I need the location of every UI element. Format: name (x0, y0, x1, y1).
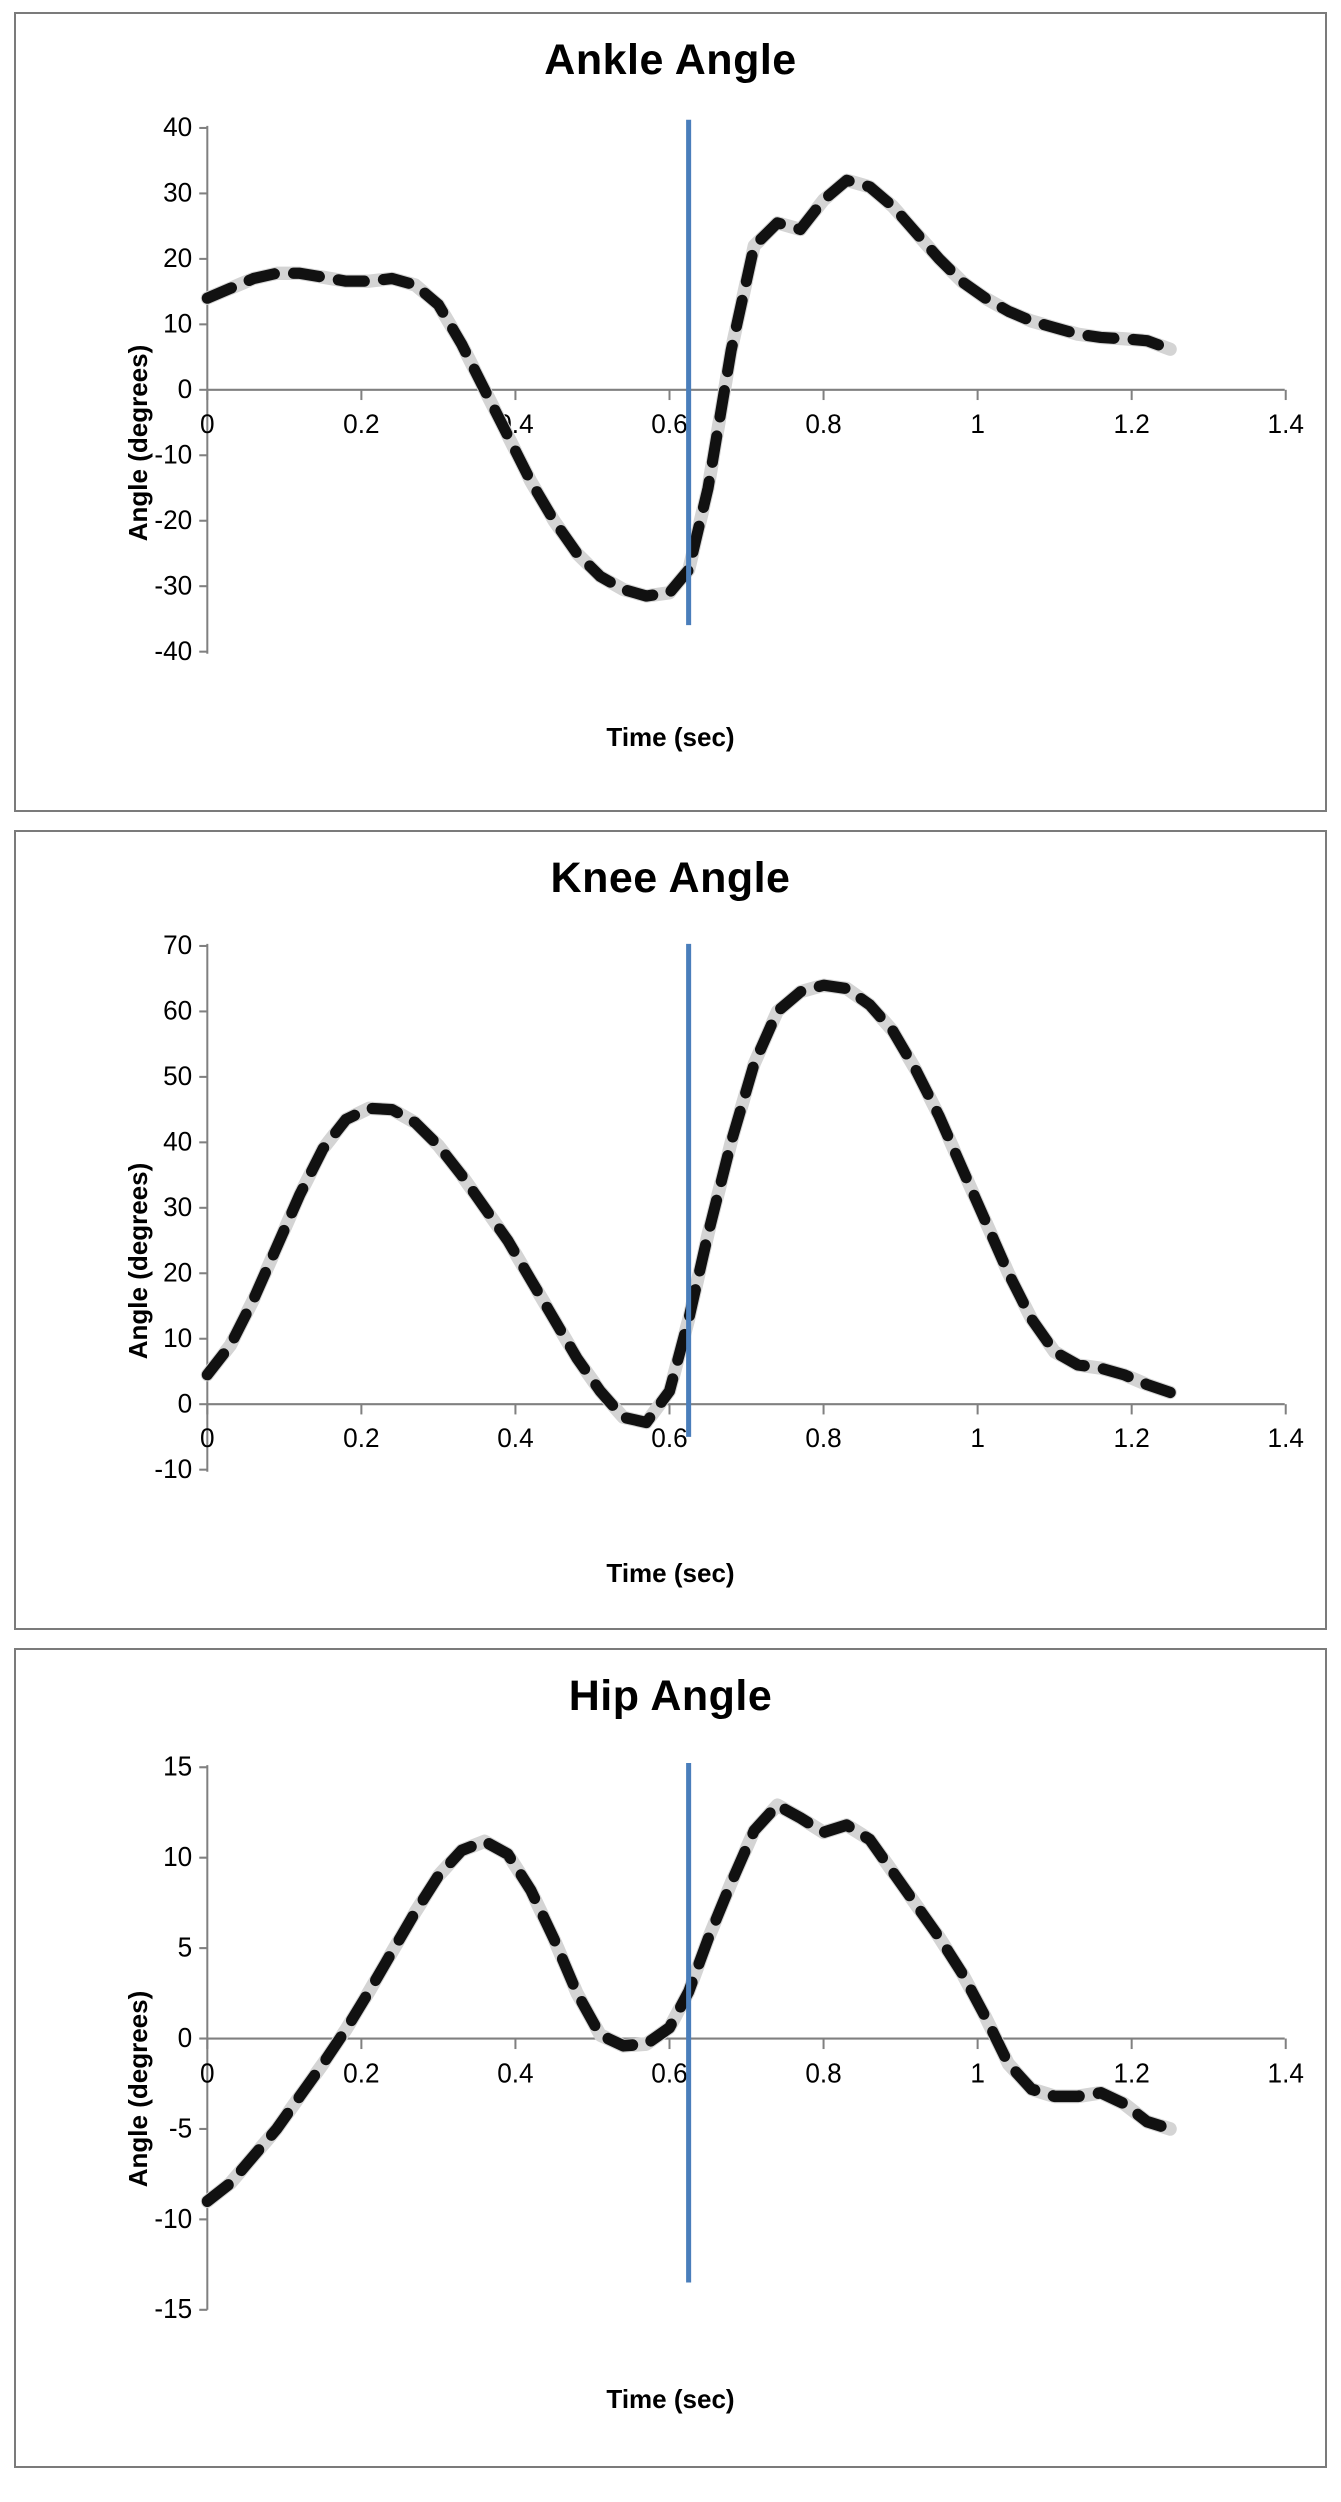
y-tick-label: 70 (163, 929, 193, 961)
y-tick-labels-knee (154, 930, 192, 1484)
x-tick-label: 0.6 (651, 408, 688, 439)
y-tick-label: 30 (163, 1191, 193, 1223)
x-tick-label: 1.4 (1267, 1422, 1304, 1454)
x-tick-label: 1.4 (1267, 2058, 1304, 2089)
y-tick-label: 60 (163, 995, 193, 1026)
y-tick-label: -40 (154, 635, 193, 666)
y-tick-label: 20 (163, 242, 193, 274)
y-tick-label: 40 (163, 1126, 193, 1157)
y-tick-label: 5 (177, 1932, 193, 1963)
y-axis-title-hip: Angle (degrees) (122, 1990, 153, 2188)
y-tick-label: 30 (163, 177, 193, 208)
x-tick-label: 0.6 (651, 1422, 688, 1454)
plot-area-knee (16, 903, 1325, 1619)
x-tick-label: 0.2 (343, 1422, 380, 1454)
x-tick-label: 0.8 (805, 1422, 842, 1454)
y-tick-label: 10 (163, 1841, 193, 1873)
x-tick-label: 1 (970, 2058, 985, 2089)
x-tick-label: 0.4 (497, 2058, 534, 2089)
y-tick-label: 0 (177, 373, 193, 405)
x-axis-title-hip: Time (sec) (606, 2384, 735, 2414)
chart-panel-ankle (14, 12, 1327, 812)
y-tick-label: 20 (163, 1257, 193, 1288)
plot-svg-hip (16, 1721, 1325, 2457)
y-tick-label: 15 (163, 1751, 193, 1782)
chart-title-ankle: Ankle Angle (544, 36, 797, 84)
x-tick-label: 1.2 (1113, 1422, 1150, 1454)
x-tick-label: 0.2 (343, 2058, 380, 2089)
y-tick-labels-hip (154, 1751, 192, 2324)
y-tick-label: -5 (168, 2112, 193, 2144)
x-tick-label: 0 (200, 1422, 215, 1454)
plot-svg-ankle (16, 85, 1325, 801)
x-tick-labels-knee (200, 1423, 1304, 1453)
y-tick-labels-ankle (154, 112, 192, 666)
y-tick-label: 10 (163, 1322, 193, 1353)
chart-title-knee: Knee Angle (550, 854, 791, 902)
x-tick-label: 0 (200, 408, 215, 439)
y-tick-label: -15 (154, 2293, 193, 2325)
y-tick-label: -10 (154, 2203, 193, 2234)
x-tick-marks-ankle (207, 390, 1285, 400)
y-tick-label: -10 (154, 439, 193, 470)
y-tick-label: -20 (154, 504, 193, 535)
x-tick-label: 1 (970, 408, 985, 439)
x-tick-label: 1.4 (1267, 408, 1304, 439)
x-tick-label: 0.4 (497, 408, 534, 439)
x-tick-label: 0.2 (343, 408, 380, 439)
x-tick-labels-ankle (200, 409, 1304, 439)
y-tick-marks-hip (199, 1767, 207, 2310)
y-tick-marks-ankle (199, 128, 207, 652)
x-tick-label: 0.4 (497, 1422, 534, 1454)
x-tick-marks-knee (207, 1404, 1285, 1414)
x-tick-marks-hip (207, 2039, 1285, 2050)
x-tick-label: 1 (970, 1422, 985, 1454)
y-axis-title-ankle: Angle (degrees) (122, 344, 153, 542)
y-tick-label: -10 (154, 1453, 193, 1484)
y-tick-label: 50 (163, 1060, 193, 1092)
chart-title-hip: Hip Angle (568, 1672, 773, 1720)
y-tick-label: -30 (154, 570, 193, 601)
plot-area-ankle (16, 85, 1325, 801)
chart-panel-knee (14, 830, 1327, 1630)
x-tick-labels-hip (200, 2058, 1304, 2089)
plot-svg-knee (16, 903, 1325, 1619)
plot-area-hip (16, 1721, 1325, 2457)
y-axis-title-knee: Angle (degrees) (122, 1162, 153, 1360)
x-tick-label: 0.6 (651, 2058, 688, 2089)
chart-panel-hip (14, 1648, 1327, 2468)
y-tick-label: 0 (177, 2022, 193, 2054)
y-tick-marks-knee (199, 946, 207, 1470)
x-axis-title-knee: Time (sec) (606, 1558, 735, 1588)
x-axis-title-ankle: Time (sec) (606, 722, 735, 752)
x-tick-label: 0 (200, 2058, 215, 2089)
x-tick-label: 1.2 (1113, 2058, 1150, 2089)
x-tick-label: 1.2 (1113, 408, 1150, 439)
y-tick-label: 40 (163, 111, 193, 143)
y-tick-label: 10 (163, 308, 193, 339)
y-tick-label: 0 (177, 1388, 193, 1419)
x-tick-label: 0.8 (805, 408, 842, 439)
x-tick-label: 0.8 (805, 2058, 842, 2089)
